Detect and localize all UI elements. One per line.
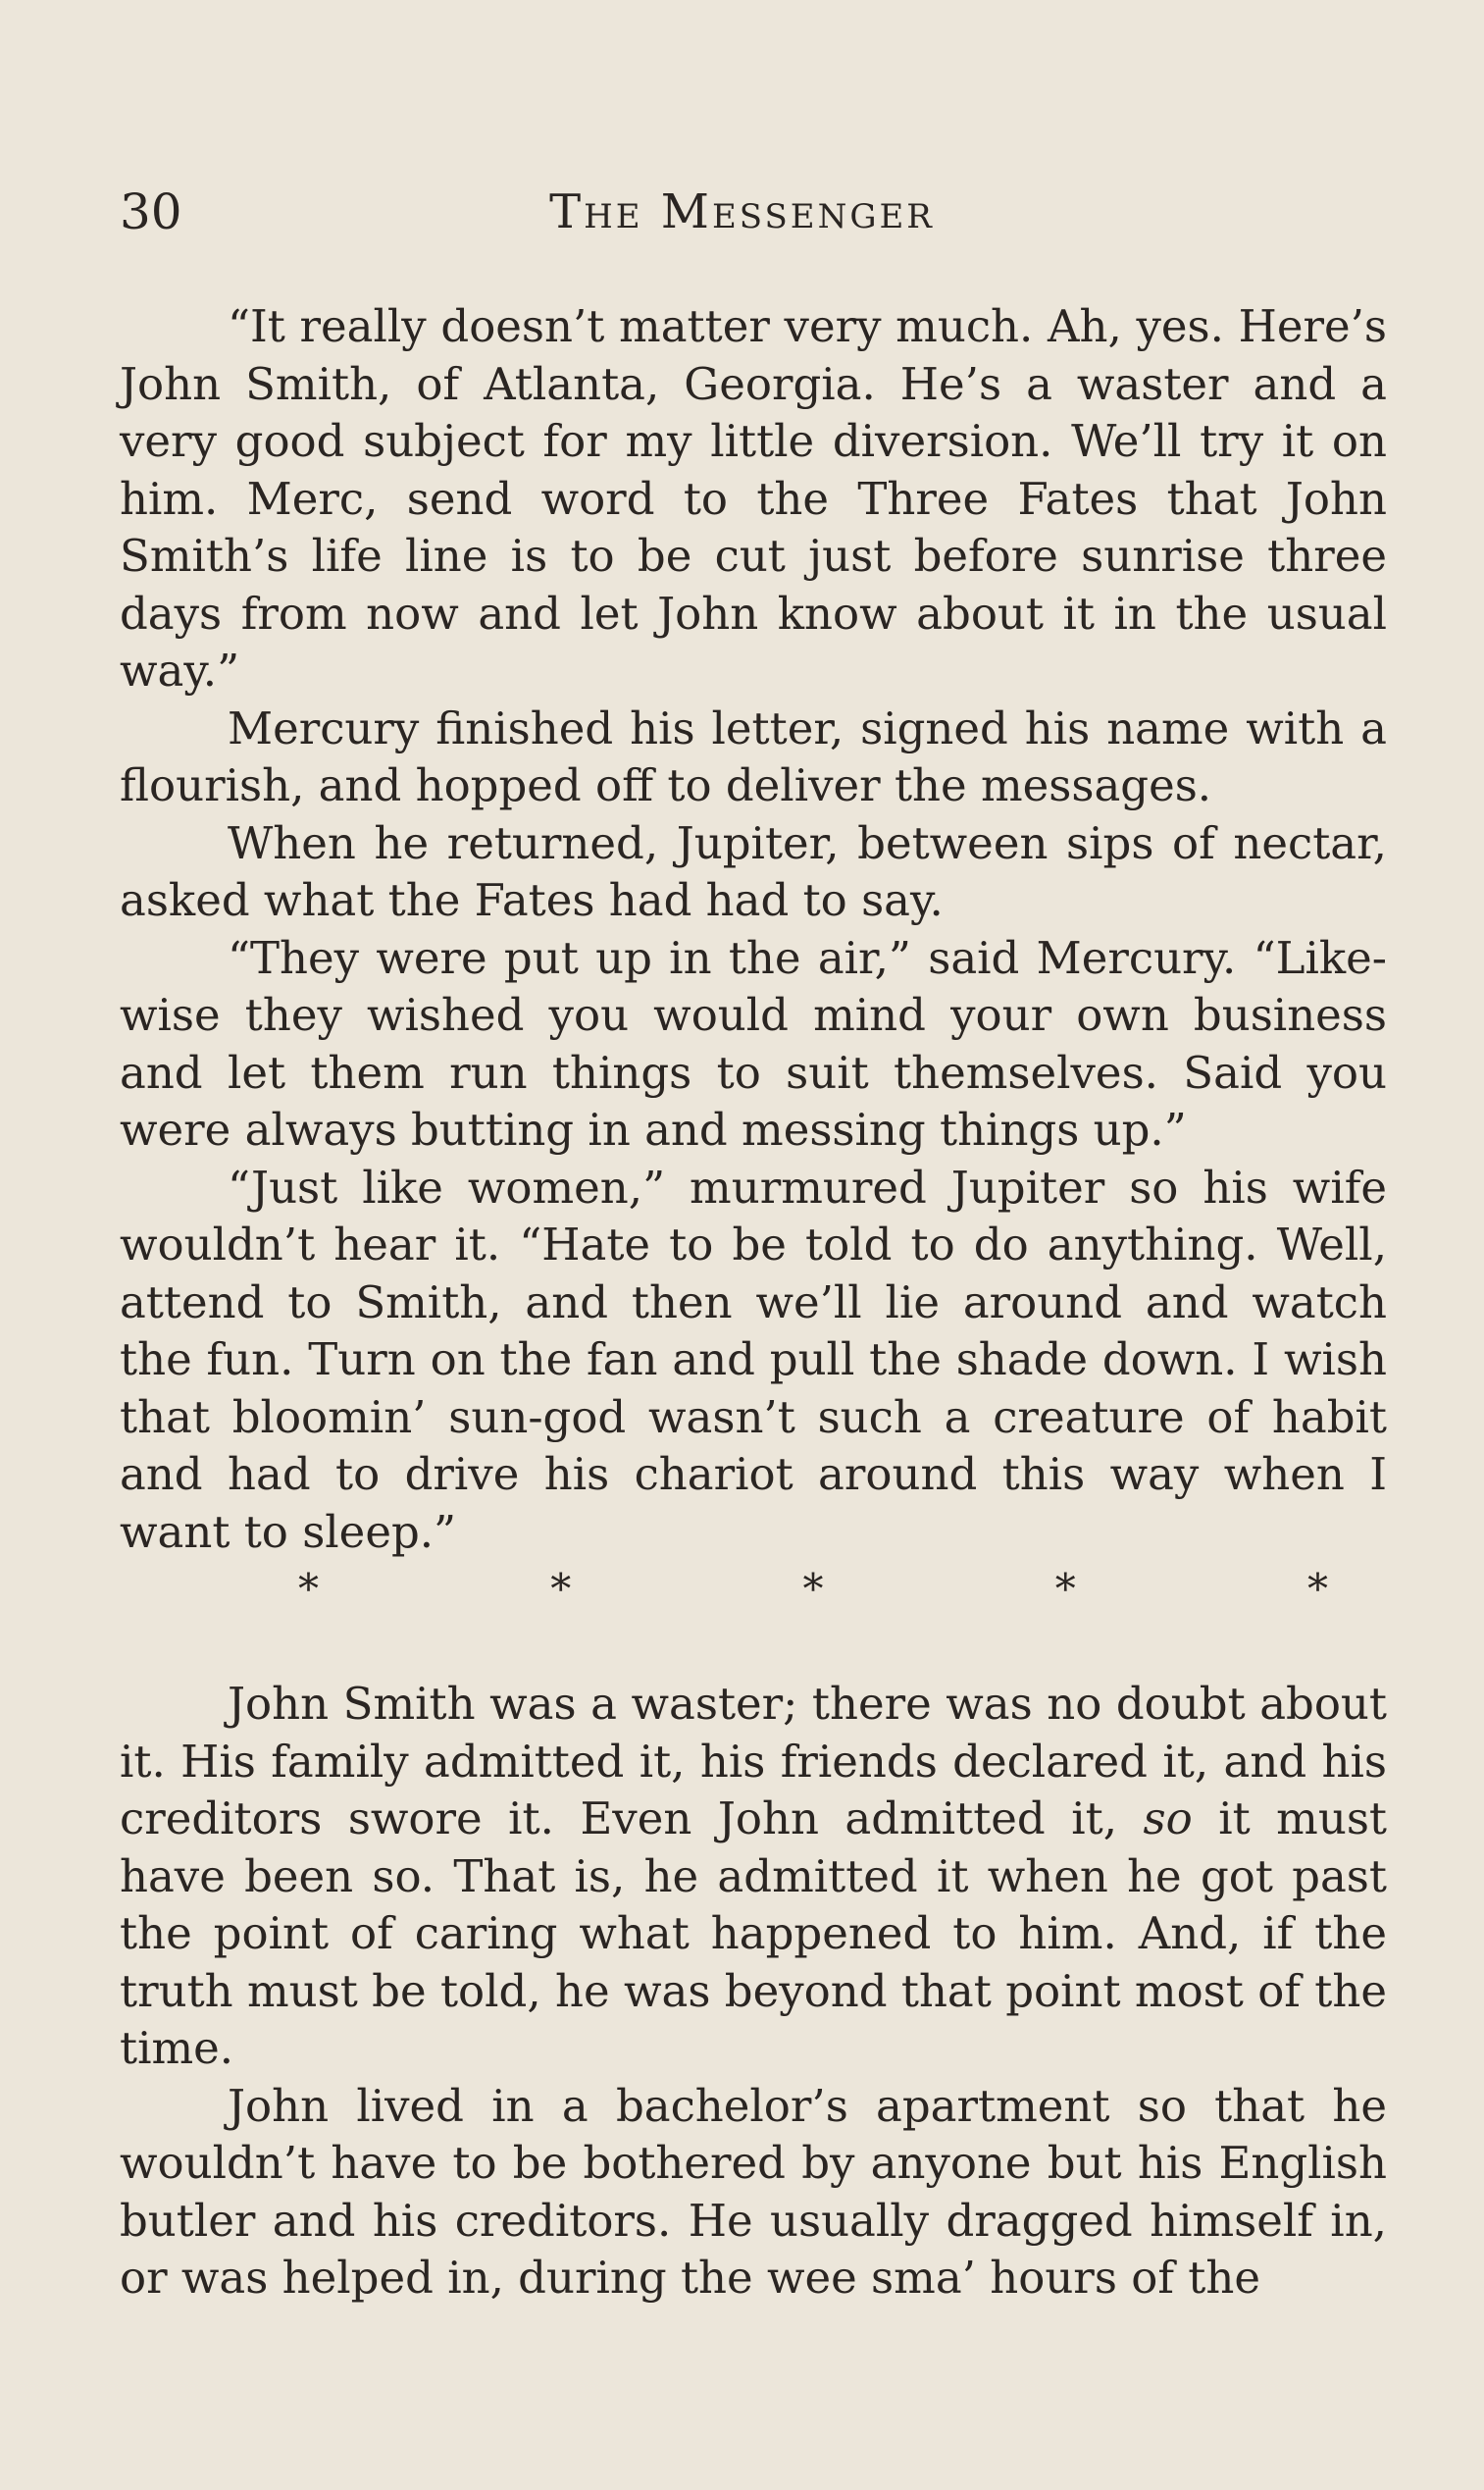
- paragraph: When he returned, Jupiter, between sips of nectar, asked what the Fates had had to say.: [120, 816, 1387, 926]
- paragraph: John lived in a bachelor’s apartment so that he wouldn’t have to be bothered by anyone but his English butler and his creditors. He usually dragged himself in, or was helped in, during the wee sma’ hours of the: [120, 2079, 1387, 2304]
- paragraph: “Just like women,” murmured Jupiter so his wife wouldn’t hear it. “Hate to be told to do anything. Well, attend to Smith, and then we’ll lie around and watch the fun. Turn on the fan and pull the shade down. I wish that bloomin’ sun-god wasn’t such a creature of habit and had to drive his chariot around this way when I want to sleep.”: [120, 1161, 1387, 1558]
- paragraph-text: it must have been so. That is, he admitted it when he got past the point of caring what happened to him. And, if the truth must be told, he was beyond that point most of the time.: [120, 1792, 1388, 2074]
- page-number: 30: [120, 183, 182, 240]
- running-title: The Messenger: [549, 184, 935, 239]
- section-separator: [120, 1561, 1387, 1619]
- separator-asterisk: *: [1307, 1565, 1328, 1613]
- italic-word: so: [1143, 1792, 1193, 1844]
- paragraph: Mercury finished his letter, signed his name with a flourish, and hopped off to deliver the messages.: [120, 701, 1387, 811]
- paragraph: [120, 1676, 1387, 2078]
- body-text: [120, 298, 1387, 2308]
- separator-asterisk: *: [802, 1565, 824, 1613]
- separator-asterisk: *: [298, 1565, 319, 1613]
- separator-asterisk: *: [1054, 1565, 1076, 1613]
- paragraph-text: John Smith was a waster; there was no doubt about it. His family admitted it, his friends declared it, and his creditors swore it. Even John admitted it,: [120, 1678, 1387, 1844]
- separator-asterisk: *: [550, 1565, 572, 1613]
- paragraph: “It really doesn’t matter very much. Ah, yes. Here’s John Smith, of Atlanta, Georgia. He’s a waster and a very good subject for my little diversion. We’ll try it on him. Merc, send word to the Three Fates that John Smith’s life line is to be cut just before sunrise three days from now and let John know about it in the usual way.”: [120, 300, 1387, 697]
- paragraph: “They were put up in the air,” said Mercury. “Like-wise they wished you would mind your own business and let them run things to suit themselves. Said you were always butting in and messing things up.”: [120, 931, 1387, 1156]
